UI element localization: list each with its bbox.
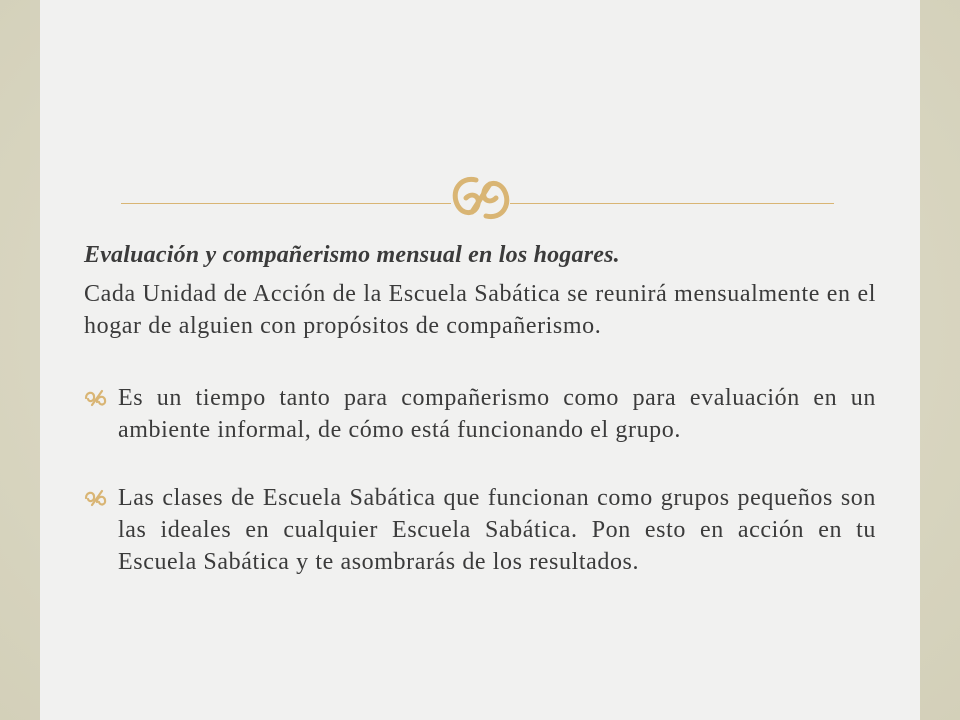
slide-panel: [40, 0, 920, 720]
bullet-item: [84, 382, 876, 446]
bullet-item: [84, 482, 876, 578]
slide-heading: Evaluación y compañerismo mensual en los hogares.: [84, 242, 620, 268]
divider-line-right: [510, 203, 834, 204]
flourish-ornament-icon: [446, 166, 516, 230]
bullet-text: Las clases de Escuela Sabática que funcionan como grupos pequeños son las ideales en cualquier Escuela Sabática. Pon esto en acción en tu Escuela Sabática y te asombrarás de los resultados.: [118, 485, 876, 575]
intro-paragraph: Cada Unidad de Acción de la Escuela Sabática se reunirá mensualmente en el hogar de alguien con propósitos de compañerismo.: [84, 281, 876, 339]
bullet-text: Es un tiempo tanto para compañerismo como para evaluación en un ambiente informal, de cómo está funcionando el grupo.: [118, 385, 876, 443]
double-curl-bullet-icon: [84, 388, 110, 408]
divider-line-left: [121, 203, 451, 204]
double-curl-bullet-icon: [84, 488, 110, 508]
